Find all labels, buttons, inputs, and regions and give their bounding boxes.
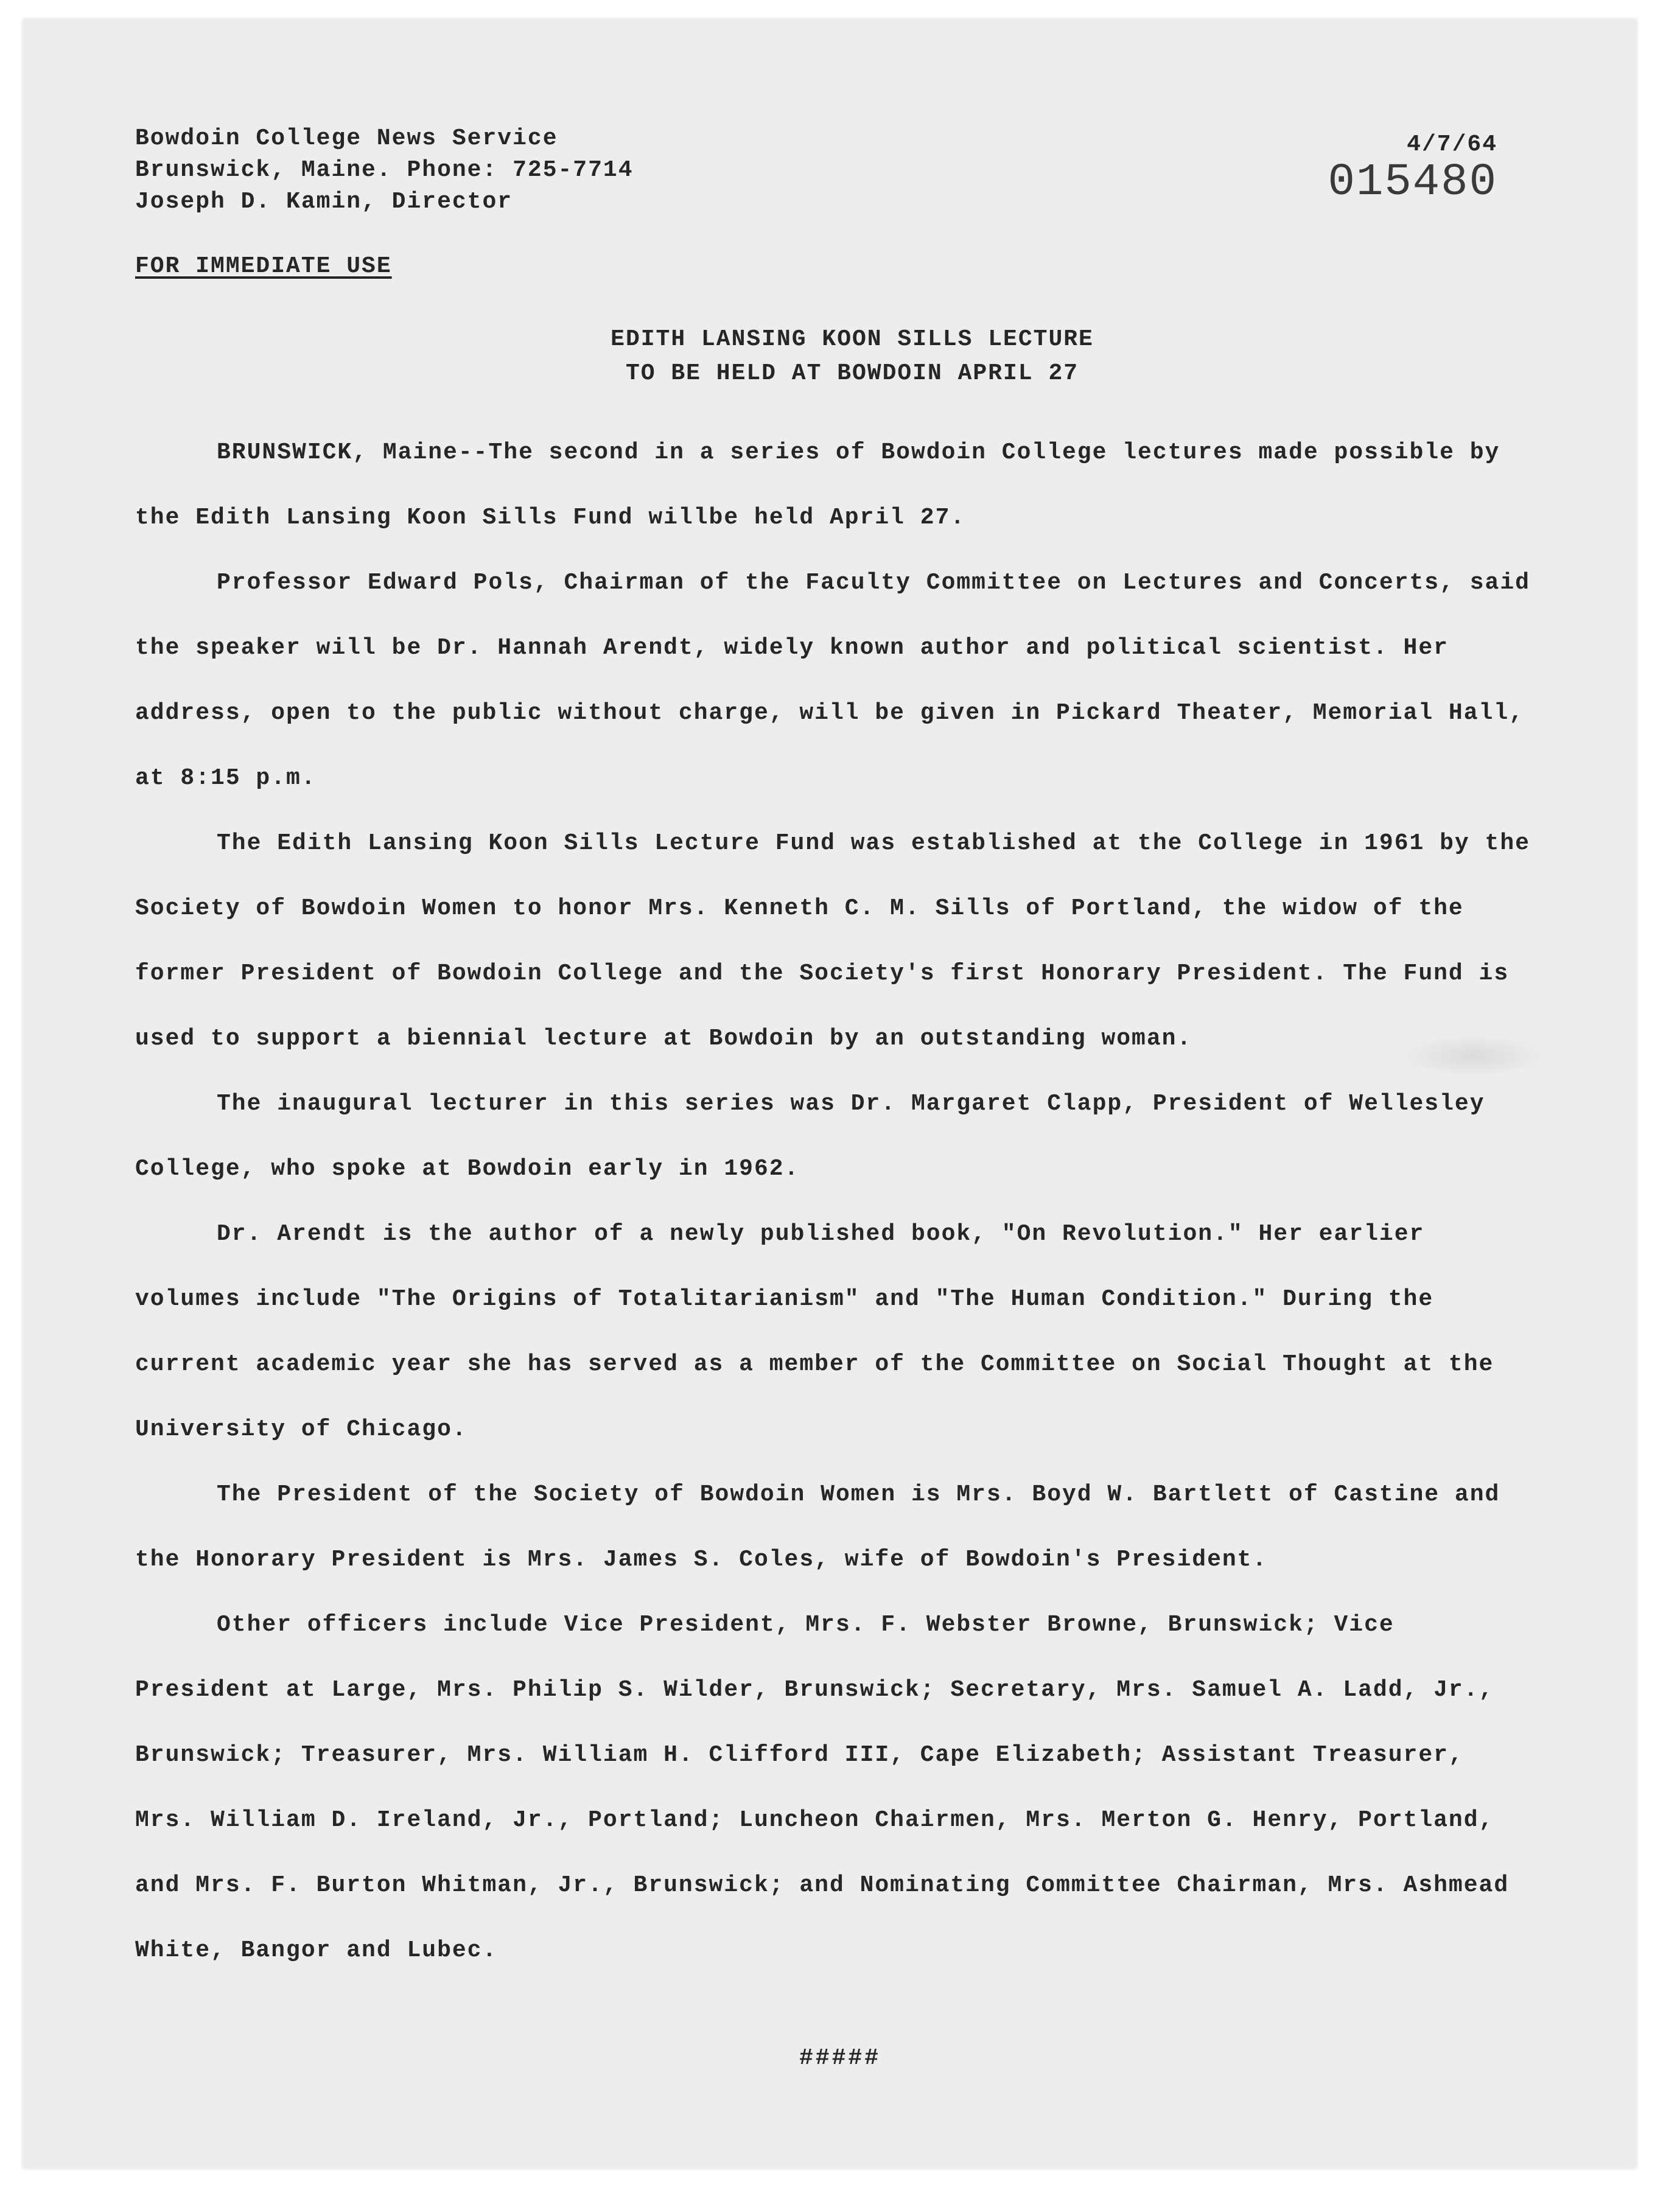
paragraph: Dr. Arendt is the author of a newly published book, "On Revolution." Her earlier volumes include "The Origins of Totalitarianism" and "The Human Condition." During the current academic year she has served as a member of the Committee on Social Thought at the University of Chicago.	[135, 1221, 1494, 1443]
paragraph: The Edith Lansing Koon Sills Lecture Fund was established at the College in 1961 by the Society of Bowdoin Women to honor Mrs. Kenneth C. M. Sills of Portland, the widow of the former President of Bowdoin College and the Society's first Honorary President. The Fund is used to support a biennial lecture at Bowdoin by an outstanding woman.	[135, 830, 1530, 1052]
paragraph: BRUNSWICK, Maine--The second in a series of Bowdoin College lectures made possible by the Edith Lansing Koon Sills Fund willbe held April 27.	[135, 439, 1500, 531]
paragraph: Other officers include Vice President, Mrs. F. Webster Browne, Brunswick; Vice President at Large, Mrs. Philip S. Wilder, Brunswick; Secretary, Mrs. Samuel A. Ladd, Jr., Brunswick; Treasurer, Mrs. William H. Clifford III, Cape Elizabeth; Assistant Treasurer, Mrs. William D. Ireland, Jr., Portland; Luncheon Chairmen, Mrs. Merton G. Henry, Portland, and Mrs. F. Burton Whitman, Jr., Brunswick; and Nominating Committee Chairman, Mrs. Ashmead White, Bangor and Lubec.	[135, 1612, 1510, 1964]
document-number: 015480	[1328, 157, 1497, 208]
letterhead-director: Joseph D. Kamin, Director	[135, 189, 513, 215]
document-date: 4/7/64	[1407, 131, 1497, 158]
headline-line-1: EDITH LANSING KOON SILLS LECTURE	[611, 326, 1094, 352]
headline-line-2: TO BE HELD AT BOWDOIN APRIL 27	[625, 360, 1079, 386]
headline	[0, 323, 1680, 391]
letterhead-org: Bowdoin College News Service	[135, 125, 558, 152]
paragraph: Professor Edward Pols, Chairman of the Faculty Committee on Lectures and Concerts, said the speaker will be Dr. Hannah Arendt, widely known author and political scientist. Her address, open to the public without charge, will be given in Pickard Theater, Memorial Hall, at 8:15 p.m.	[135, 570, 1530, 791]
press-release-body	[135, 420, 1535, 1983]
letterhead	[135, 123, 634, 218]
letterhead-address: Brunswick, Maine. Phone: 725-7714	[135, 157, 634, 183]
paragraph: The inaugural lecturer in this series was Dr. Margaret Clapp, President of Wellesley College, who spoke at Bowdoin early in 1962.	[135, 1091, 1485, 1182]
end-mark: #####	[799, 2045, 881, 2071]
paragraph: The President of the Society of Bowdoin Women is Mrs. Boyd W. Bartlett of Castine and the Honorary President is Mrs. James S. Coles, wife of Bowdoin's President.	[135, 1481, 1500, 1573]
release-note: FOR IMMEDIATE USE	[135, 253, 392, 279]
